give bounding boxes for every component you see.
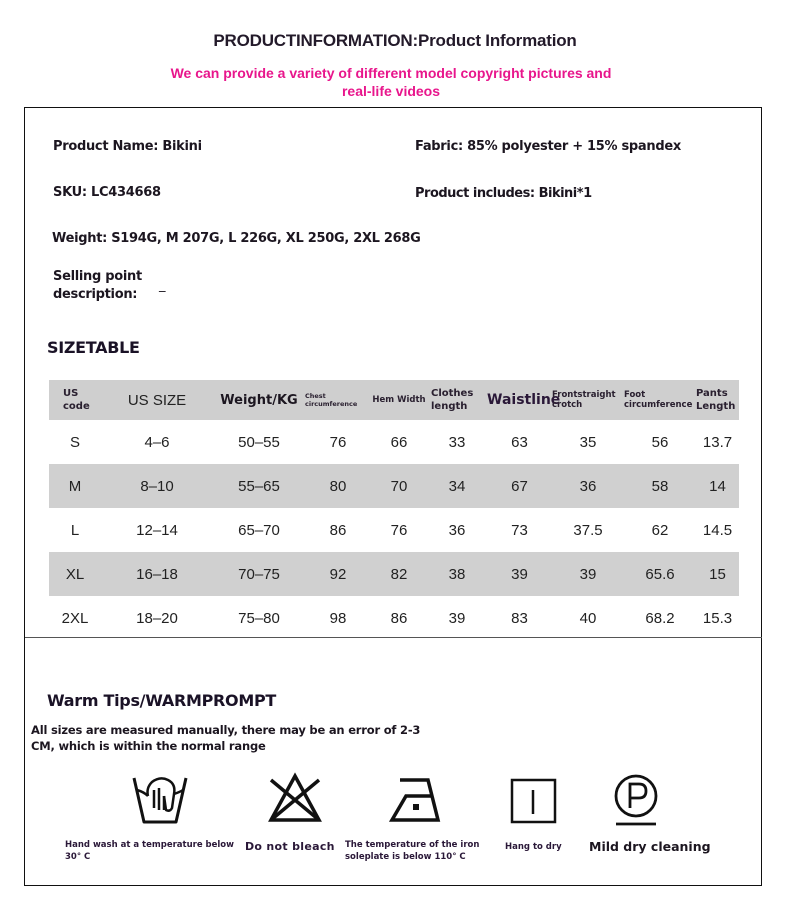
section-divider bbox=[25, 637, 762, 638]
cell-pants-length: 13.7 bbox=[702, 433, 733, 451]
header-weight: Weight/KG bbox=[220, 392, 298, 408]
cell-us-code: L bbox=[70, 521, 80, 539]
cell-pants-length: 14 bbox=[709, 477, 726, 495]
cell-weight: 50–55 bbox=[238, 433, 280, 451]
cell-us-size: 4–6 bbox=[144, 433, 170, 451]
size-table-title: SIZETABLE bbox=[47, 338, 140, 357]
care-label-hand-wash-line1: Hand wash at a temperature below bbox=[65, 840, 235, 850]
mild-dry-clean-icon bbox=[606, 772, 666, 827]
cell-pants-length: 14.5 bbox=[702, 521, 733, 539]
cell-foot-circumference: 68.2 bbox=[645, 609, 675, 627]
cell-chest: 86 bbox=[329, 521, 347, 539]
care-label-iron-line2: soleplate is below 110° C bbox=[345, 852, 466, 862]
cell-clothes-length: 33 bbox=[448, 433, 466, 451]
selling-point-label-line2: description: bbox=[53, 287, 138, 302]
cell-us-code: S bbox=[69, 433, 80, 451]
cell-waistline: 73 bbox=[511, 521, 528, 539]
header-clothes-length-line2: length bbox=[431, 401, 468, 412]
cell-waistline: 67 bbox=[511, 477, 528, 495]
care-label-hang-dry: Hang to dry bbox=[505, 842, 562, 852]
size-table-header-row bbox=[49, 380, 739, 420]
header-us-code bbox=[49, 380, 101, 420]
cell-hem-width: 86 bbox=[390, 609, 408, 627]
cell-us-size: 12–14 bbox=[136, 521, 178, 539]
care-label-hand-wash-line2: 30° C bbox=[65, 852, 91, 862]
size-table bbox=[49, 380, 739, 640]
care-label-dry-clean: Mild dry cleaning bbox=[589, 839, 711, 854]
cell-chest: 92 bbox=[329, 565, 347, 583]
cell-foot-circumference: 62 bbox=[651, 521, 669, 539]
cell-chest: 98 bbox=[329, 609, 347, 627]
selling-point-label bbox=[53, 268, 142, 304]
cell-clothes-length: 38 bbox=[448, 565, 466, 583]
warm-tips-note-line1: All sizes are measured manually, there may be an error of 2-3 bbox=[31, 723, 421, 737]
selling-point-value: _ bbox=[159, 278, 166, 293]
header-foot-circumference bbox=[624, 380, 696, 420]
product-includes: Product includes: Bikini*1 bbox=[415, 186, 592, 201]
cell-us-size: 8–10 bbox=[140, 477, 174, 495]
care-label-iron-line1: The temperature of the iron bbox=[345, 840, 480, 850]
cell-weight: 75–80 bbox=[238, 609, 280, 627]
size-table-row bbox=[49, 420, 739, 464]
warm-tips-note bbox=[31, 722, 420, 754]
care-label-hand-wash bbox=[65, 839, 234, 863]
size-table-row bbox=[49, 464, 739, 508]
hang-dry-icon bbox=[505, 772, 565, 827]
cell-weight: 65–70 bbox=[238, 521, 280, 539]
cell-hem-width: 66 bbox=[390, 433, 408, 451]
header-front-crotch-line1: Frontstraight bbox=[552, 390, 616, 400]
iron-low-icon bbox=[388, 772, 448, 827]
header-hem-width: Hem Width bbox=[372, 394, 426, 405]
cell-waistline: 83 bbox=[511, 609, 528, 627]
header-waistline: Waistline bbox=[487, 392, 561, 408]
header-pants-length bbox=[696, 380, 739, 420]
care-label-iron bbox=[345, 839, 479, 863]
cell-front-crotch: 39 bbox=[579, 565, 597, 583]
header-chest bbox=[305, 380, 371, 420]
do-not-bleach-icon bbox=[265, 772, 325, 827]
cell-chest: 76 bbox=[329, 433, 347, 451]
cell-hem-width: 82 bbox=[390, 565, 408, 583]
product-sku: SKU: LC434668 bbox=[53, 185, 161, 200]
product-weight: Weight: S194G, M 207G, L 226G, XL 250G, 2XL 268G bbox=[52, 231, 421, 246]
hand-wash-icon bbox=[130, 772, 190, 827]
cell-weight: 70–75 bbox=[238, 565, 280, 583]
header-front-crotch-line2: crotch bbox=[552, 400, 583, 410]
cell-waistline: 39 bbox=[511, 565, 528, 583]
cell-us-code: 2XL bbox=[61, 609, 89, 627]
warm-tips-note-line2: CM, which is within the normal range bbox=[31, 739, 266, 753]
header-us-code-line1: US bbox=[63, 388, 79, 399]
cell-front-crotch: 40 bbox=[579, 609, 597, 627]
cell-pants-length: 15 bbox=[709, 565, 726, 583]
header-pants-length-line1: Pants bbox=[696, 388, 728, 399]
cell-us-code: M bbox=[68, 477, 82, 495]
cell-clothes-length: 36 bbox=[448, 521, 466, 539]
cell-us-code: XL bbox=[65, 565, 85, 583]
header-clothes-length-line1: Clothes bbox=[431, 388, 474, 399]
cell-chest: 80 bbox=[329, 477, 347, 495]
cell-hem-width: 70 bbox=[390, 477, 408, 495]
cell-hem-width: 76 bbox=[390, 521, 408, 539]
promo-subtitle-line2: real-life videos bbox=[341, 83, 441, 99]
cell-foot-circumference: 58 bbox=[651, 477, 669, 495]
cell-front-crotch: 35 bbox=[579, 433, 597, 451]
product-name: Product Name: Bikini bbox=[53, 139, 202, 154]
warm-tips-title: Warm Tips/WARMPROMPT bbox=[47, 691, 276, 710]
cell-foot-circumference: 56 bbox=[651, 433, 669, 451]
promo-subtitle bbox=[0, 64, 782, 100]
cell-front-crotch: 37.5 bbox=[573, 521, 603, 539]
cell-weight: 55–65 bbox=[238, 477, 280, 495]
header-us-code-line2: code bbox=[63, 401, 90, 412]
cell-front-crotch: 36 bbox=[579, 477, 597, 495]
header-foot-line2: circumference bbox=[624, 400, 693, 410]
header-front-crotch bbox=[552, 380, 624, 420]
cell-us-size: 18–20 bbox=[136, 609, 178, 627]
header-pants-length-line2: Length bbox=[696, 401, 736, 412]
cell-waistline: 63 bbox=[511, 433, 528, 451]
cell-us-size: 16–18 bbox=[136, 565, 178, 583]
size-table-row bbox=[49, 508, 739, 552]
cell-pants-length: 15.3 bbox=[702, 609, 733, 627]
header-chest-line2: circumference bbox=[305, 400, 358, 408]
product-fabric: Fabric: 85% polyester + 15% spandex bbox=[415, 139, 681, 154]
promo-subtitle-line1: We can provide a variety of different model copyright pictures and bbox=[170, 65, 612, 81]
cell-clothes-length: 39 bbox=[448, 609, 466, 627]
header-us-size: US SIZE bbox=[127, 391, 187, 409]
page-title: PRODUCTINFORMATION:Product Information bbox=[213, 31, 577, 50]
cell-foot-circumference: 65.6 bbox=[645, 565, 675, 583]
size-table-row bbox=[49, 552, 739, 596]
header-foot-line1: Foot bbox=[624, 390, 646, 400]
selling-point-label-line1: Selling point bbox=[53, 269, 142, 284]
header-chest-line1: Chest bbox=[305, 392, 326, 400]
cell-clothes-length: 34 bbox=[448, 477, 466, 495]
care-label-no-bleach: Do not bleach bbox=[245, 840, 335, 853]
header-clothes-length bbox=[427, 380, 487, 420]
size-table-row bbox=[49, 596, 739, 640]
